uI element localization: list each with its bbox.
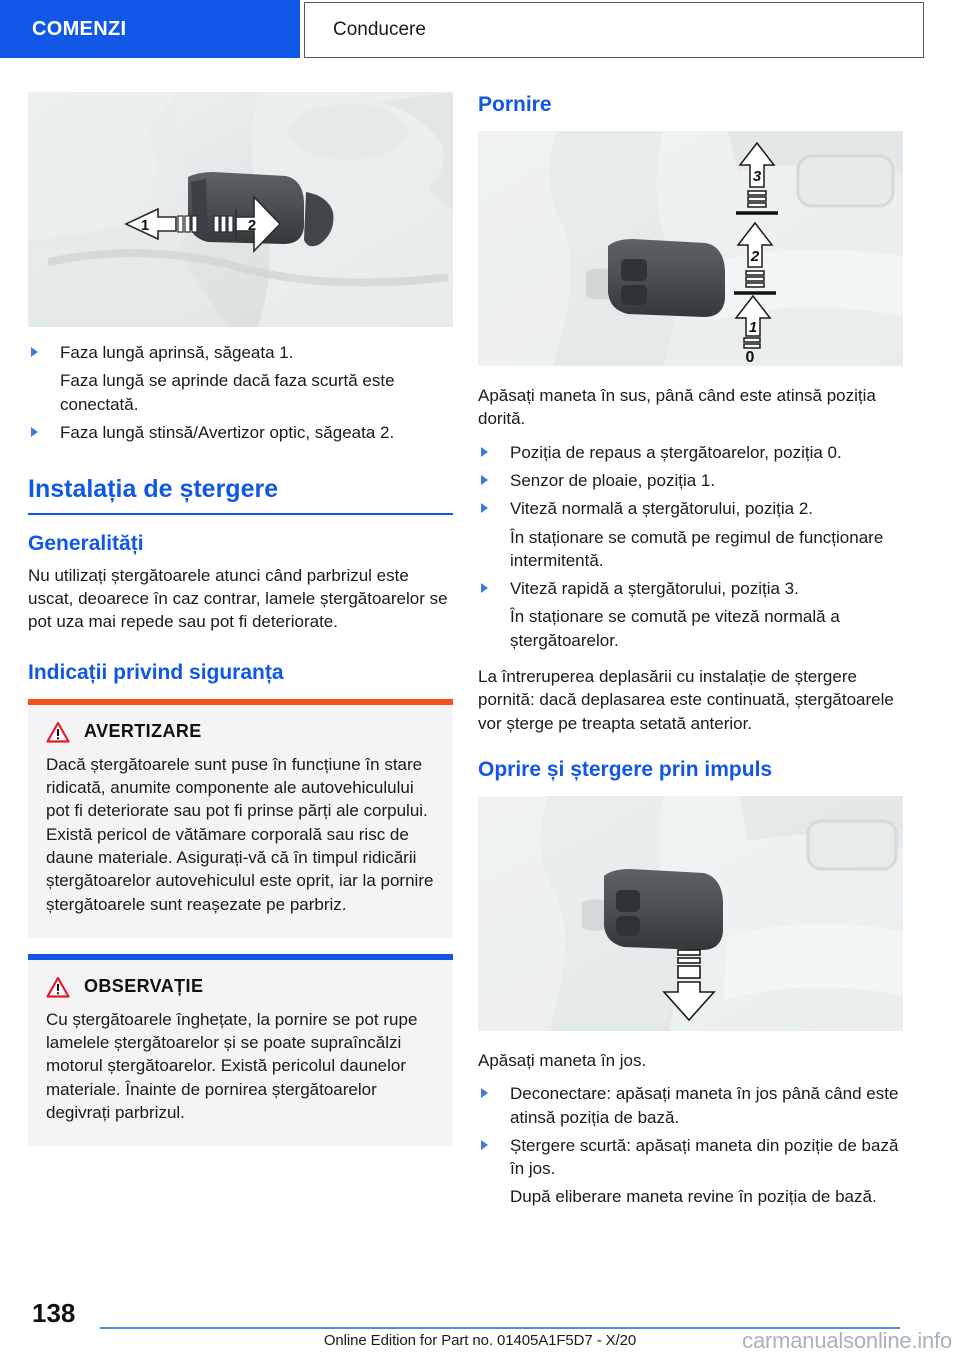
list-item-subtext: Faza lungă se aprinde dacă faza scurtă este conectată. bbox=[60, 371, 395, 414]
warning-box-text: Dacă ștergătoarele sunt puse în funcțiune în stare ridicată, anumite componente ale autovehiculului pot fi deteriorate sau pot fi prinse părți ale corpului. Există pericol de vătămare corporală sau risc de daune materiale. Asigurați-vă că în timpul ridicării ștergătoarelor autovehiculul este oprit, iar la pornire ștergătoarele sunt reașezate pe parbriz. bbox=[46, 754, 434, 914]
list-item-text: Ștergere scurtă: apăsați maneta din poziție de bază în jos. bbox=[510, 1135, 899, 1179]
list-item-text: Senzor de ploaie, poziția 1. bbox=[510, 471, 716, 491]
figure1-label-2: 2 bbox=[247, 217, 257, 234]
figure-wiper-down bbox=[478, 796, 903, 1031]
figure2-label-1: 1 bbox=[748, 319, 758, 337]
list-item bbox=[478, 1134, 903, 1181]
list-item-text: Poziția de repaus a ștergătoarelor, poziția 0. bbox=[510, 442, 842, 462]
notice-box-header bbox=[46, 976, 435, 998]
pornire-after-text: La întreruperea deplasării cu instalație de ștergere pornită: dacă deplasarea este continuată, ștergătoarele vor șterge pe treapta setată anterior. bbox=[478, 667, 894, 733]
page-title: Instalația de ștergere bbox=[28, 475, 453, 515]
list-item-text: Deconectare: apăsați maneta în jos până când este atinsă poziția de bază. bbox=[510, 1084, 899, 1127]
bullet-triangle-icon bbox=[481, 503, 488, 513]
list-item bbox=[478, 469, 903, 492]
headlight-bullet-list bbox=[28, 341, 453, 364]
page-header bbox=[0, 0, 960, 62]
page-footer bbox=[0, 1290, 960, 1362]
subsection-siguranta: Indicații privind siguranța bbox=[28, 660, 284, 684]
list-item-subtext: În staționare se comută pe regimul de funcționare intermitentă. bbox=[510, 527, 884, 570]
subsection-oprire: Oprire și ștergere prin impuls bbox=[478, 757, 773, 781]
list-item-text: Faza lungă stinsă/Avertizor optic, săgeata 2. bbox=[60, 422, 395, 442]
list-item bbox=[478, 1082, 903, 1129]
notice-box bbox=[28, 954, 453, 1146]
figure1-label-1: 1 bbox=[140, 217, 150, 234]
warning-box-title: AVERTIZARE bbox=[84, 721, 202, 742]
subsection-pornire: Pornire bbox=[478, 93, 552, 116]
warning-box-header bbox=[46, 721, 435, 743]
right-column bbox=[478, 92, 903, 1214]
pornire-bullet-list bbox=[478, 441, 903, 521]
bullet-triangle-icon bbox=[481, 1140, 488, 1150]
bullet-triangle-icon bbox=[31, 427, 38, 437]
figure2-label-2: 2 bbox=[750, 248, 760, 266]
list-item bbox=[28, 421, 453, 444]
figure2-label-3: 3 bbox=[752, 168, 762, 186]
list-item-text: Faza lungă aprinsă, săgeata 1. bbox=[60, 343, 294, 362]
list-item bbox=[28, 341, 453, 364]
subsection-generalitati: Generalități bbox=[28, 531, 144, 555]
list-item bbox=[478, 497, 903, 520]
oprire-bullet-list bbox=[478, 1082, 903, 1180]
list-item-subtext: În staționare se comută pe viteză normală a ștergătoarelor. bbox=[510, 607, 840, 650]
section-tab: Conducere bbox=[304, 2, 924, 58]
chapter-tag: COMENZI bbox=[0, 0, 300, 58]
warning-triangle-icon bbox=[46, 976, 70, 998]
figure-wiper-positions bbox=[478, 131, 903, 366]
list-item-subtext: După eliberare maneta revine în poziția de bază. bbox=[510, 1187, 877, 1207]
notice-box-title: OBSERVAȚIE bbox=[84, 976, 204, 997]
bullet-triangle-icon bbox=[481, 1088, 488, 1098]
figure-headlight-stalk bbox=[28, 92, 453, 327]
list-item-text: Viteză normală a ștergătorului, poziția 2. bbox=[510, 499, 814, 519]
list-item bbox=[478, 577, 903, 600]
bullet-triangle-icon bbox=[481, 583, 488, 593]
footer-edition-text: Online Edition for Part no. 01405A1F5D7 - X/20 bbox=[323, 1332, 637, 1349]
bullet-triangle-icon bbox=[481, 475, 488, 485]
pornire-bullet-list-2 bbox=[478, 577, 903, 600]
pornire-intro-text: Apăsați maneta în sus, până când este atinsă poziția dorită. bbox=[478, 386, 876, 429]
notice-box-text: Cu ștergătoarele înghețate, la pornire se pot rupe lamelele ștergătoarelor și se poate supraîncălzi motorul ștergătoarelor. Există pericolul daunelor materiale. Înainte de pornirea ștergătoarelor degivrați parbrizul. bbox=[46, 1009, 418, 1122]
watermark: carmanualsonline.info bbox=[742, 1328, 952, 1353]
oprire-intro-text: Apăsați maneta în jos. bbox=[478, 1051, 647, 1071]
bullet-triangle-icon bbox=[481, 447, 488, 457]
bullet-triangle-icon bbox=[31, 347, 38, 357]
generalitati-text: Nu utilizați ștergătoarele atunci când parbrizul este uscat, deoarece în caz contrar, lamele ștergătoarelor se pot uza mai repede sau pot fi deteriorate. bbox=[28, 565, 448, 632]
list-item-text: Viteză rapidă a ștergătorului, poziția 3. bbox=[510, 579, 799, 599]
page-number: 138 bbox=[32, 1298, 76, 1328]
left-column bbox=[28, 92, 453, 1146]
warning-triangle-icon bbox=[46, 721, 70, 743]
warning-box bbox=[28, 699, 453, 938]
headlight-bullet-list-2 bbox=[28, 421, 453, 444]
figure2-label-0: 0 bbox=[745, 349, 755, 367]
list-item bbox=[478, 441, 903, 464]
